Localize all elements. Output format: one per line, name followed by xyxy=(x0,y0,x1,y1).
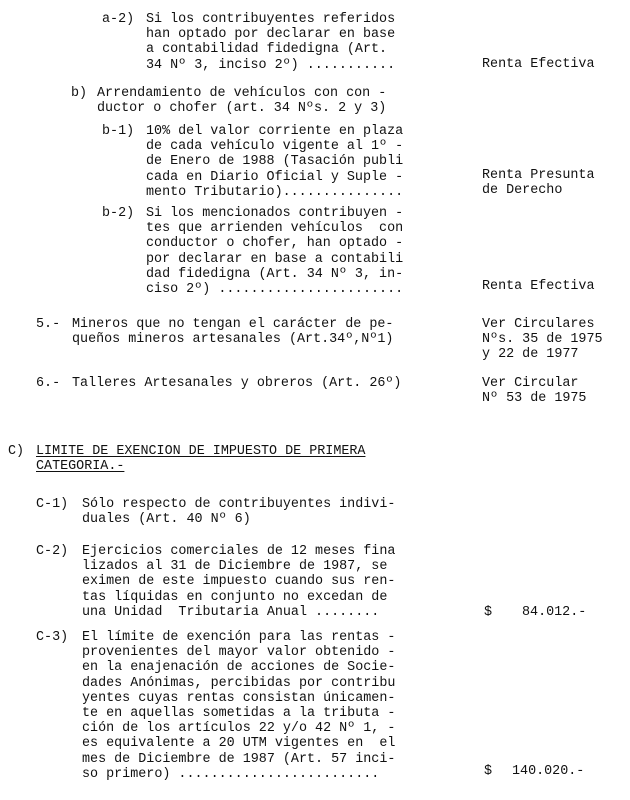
item-c1-label: C-1) xyxy=(36,497,69,512)
item-6-label: 6.- xyxy=(36,376,61,391)
regime-line: y 22 de 1977 xyxy=(482,347,579,363)
text-line: queños mineros artesanales (Art.34º,Nº1) xyxy=(72,332,394,348)
regime-line: Ver Circular xyxy=(482,376,579,391)
section-c-heading xyxy=(36,444,365,474)
text-line: a contabilidad fidedigna (Art. xyxy=(146,42,388,58)
item-b2-text xyxy=(146,206,403,297)
item-c3-amount-symbol: $ xyxy=(484,764,493,779)
text-line: 34 Nº 3, inciso 2º) ........... xyxy=(146,57,396,73)
text-line: te en aquellas sometidas a la tributa - xyxy=(82,705,396,721)
item-c3-text xyxy=(82,630,395,782)
item-b-label: b) xyxy=(71,86,88,101)
text-line: tes que arrienden vehículos con xyxy=(146,221,404,237)
item-6-text xyxy=(72,376,401,391)
item-a2-regime xyxy=(482,57,595,72)
text-line: por declarar en base a contabili xyxy=(146,251,404,267)
regime-line: Renta Efectiva xyxy=(482,279,595,294)
text-line: Si los contribuyentes referidos xyxy=(146,12,396,27)
item-b2-regime xyxy=(482,279,595,294)
item-b-text xyxy=(97,86,386,116)
text-line: una Unidad Tributaria Anual ........ xyxy=(82,604,380,620)
text-line: ción de los artículos 22 y/o 42 Nº 1, - xyxy=(82,721,396,737)
item-5-regime xyxy=(482,317,603,363)
item-b1-text xyxy=(146,124,403,200)
text-line: mento Tributario)............... xyxy=(146,184,404,200)
item-b2-label: b-2) xyxy=(102,206,135,221)
item-a2-text xyxy=(146,12,395,73)
text-line: Si los mencionados contribuyen - xyxy=(146,206,404,221)
text-line: yentes cuyas rentas consistan únicamen- xyxy=(82,690,396,706)
text-line: ductor o chofer (art. 34 Nºs. 2 y 3) xyxy=(97,101,387,117)
text-line: eximen de este impuesto cuando sus ren- xyxy=(82,574,396,590)
regime-line: Renta Efectiva xyxy=(482,57,595,72)
text-line: dad fidedigna (Art. 34 Nº 3, in- xyxy=(146,266,404,282)
text-line: 10% del valor corriente en plaza xyxy=(146,124,404,139)
regime-line: de Derecho xyxy=(482,183,563,199)
text-line: han optado por declarar en base xyxy=(146,27,396,43)
item-c2-amount: 84.012.- xyxy=(522,605,587,620)
text-line: conductor o chofer, han optado - xyxy=(146,236,404,252)
heading-line: LIMITE DE EXENCION DE IMPUESTO DE PRIMERA xyxy=(36,444,366,459)
text-line: de Enero de 1988 (Tasación publi xyxy=(146,154,404,170)
text-line: so primero) ......................... xyxy=(82,766,380,782)
text-line: es equivalente a 20 UTM vigentes en el xyxy=(82,736,396,752)
text-line: Sólo respecto de contribuyentes indivi- xyxy=(82,497,396,512)
text-line: ciso 2º) ....................... xyxy=(146,281,404,297)
text-line: duales (Art. 40 Nº 6) xyxy=(82,512,251,528)
item-c2-label: C-2) xyxy=(36,544,69,559)
item-c2-amount-symbol: $ xyxy=(484,605,493,620)
text-line: en la enajenación de acciones de Socie- xyxy=(82,660,396,676)
item-c3-amount: 140.020.- xyxy=(512,764,585,779)
text-line: tas líquidas en conjunto no excedan de xyxy=(82,589,388,605)
text-line: lizados al 31 de Diciembre de 1987, se xyxy=(82,559,388,575)
regime-line: Nº 53 de 1975 xyxy=(482,391,587,407)
text-line: Arrendamiento de vehículos con con - xyxy=(97,86,387,101)
text-line: El límite de exención para las rentas - xyxy=(82,630,396,645)
text-line: Mineros que no tengan el carácter de pe- xyxy=(72,317,394,332)
text-line: dades Anónimas, percibidas por contribu xyxy=(82,675,396,691)
item-b1-label: b-1) xyxy=(102,124,135,139)
regime-line: Ver Circulares xyxy=(482,317,595,332)
text-line: mes de Diciembre de 1987 (Art. 57 inci- xyxy=(82,751,396,767)
text-line: provenientes del mayor valor obtenido - xyxy=(82,645,396,661)
section-c-label: C) xyxy=(8,444,25,459)
item-c2-text xyxy=(82,544,395,620)
text-line: Talleres Artesanales y obreros (Art. 26º) xyxy=(72,376,402,391)
item-6-regime xyxy=(482,376,586,406)
text-line: de cada vehículo vigente al 1º - xyxy=(146,139,404,155)
item-5-text xyxy=(72,317,393,347)
item-c3-label: C-3) xyxy=(36,630,69,645)
text-line: cada en Diario Oficial y Suple - xyxy=(146,169,404,185)
text-line: Ejercicios comerciales de 12 meses fina xyxy=(82,544,396,559)
item-a2-label: a-2) xyxy=(102,12,135,27)
item-5-label: 5.- xyxy=(36,317,61,332)
item-c1-text xyxy=(82,497,395,527)
heading-line: CATEGORIA.- xyxy=(36,459,125,475)
regime-line: Renta Presunta xyxy=(482,168,595,183)
regime-line: Nºs. 35 de 1975 xyxy=(482,332,603,348)
item-b1-regime xyxy=(482,168,595,198)
